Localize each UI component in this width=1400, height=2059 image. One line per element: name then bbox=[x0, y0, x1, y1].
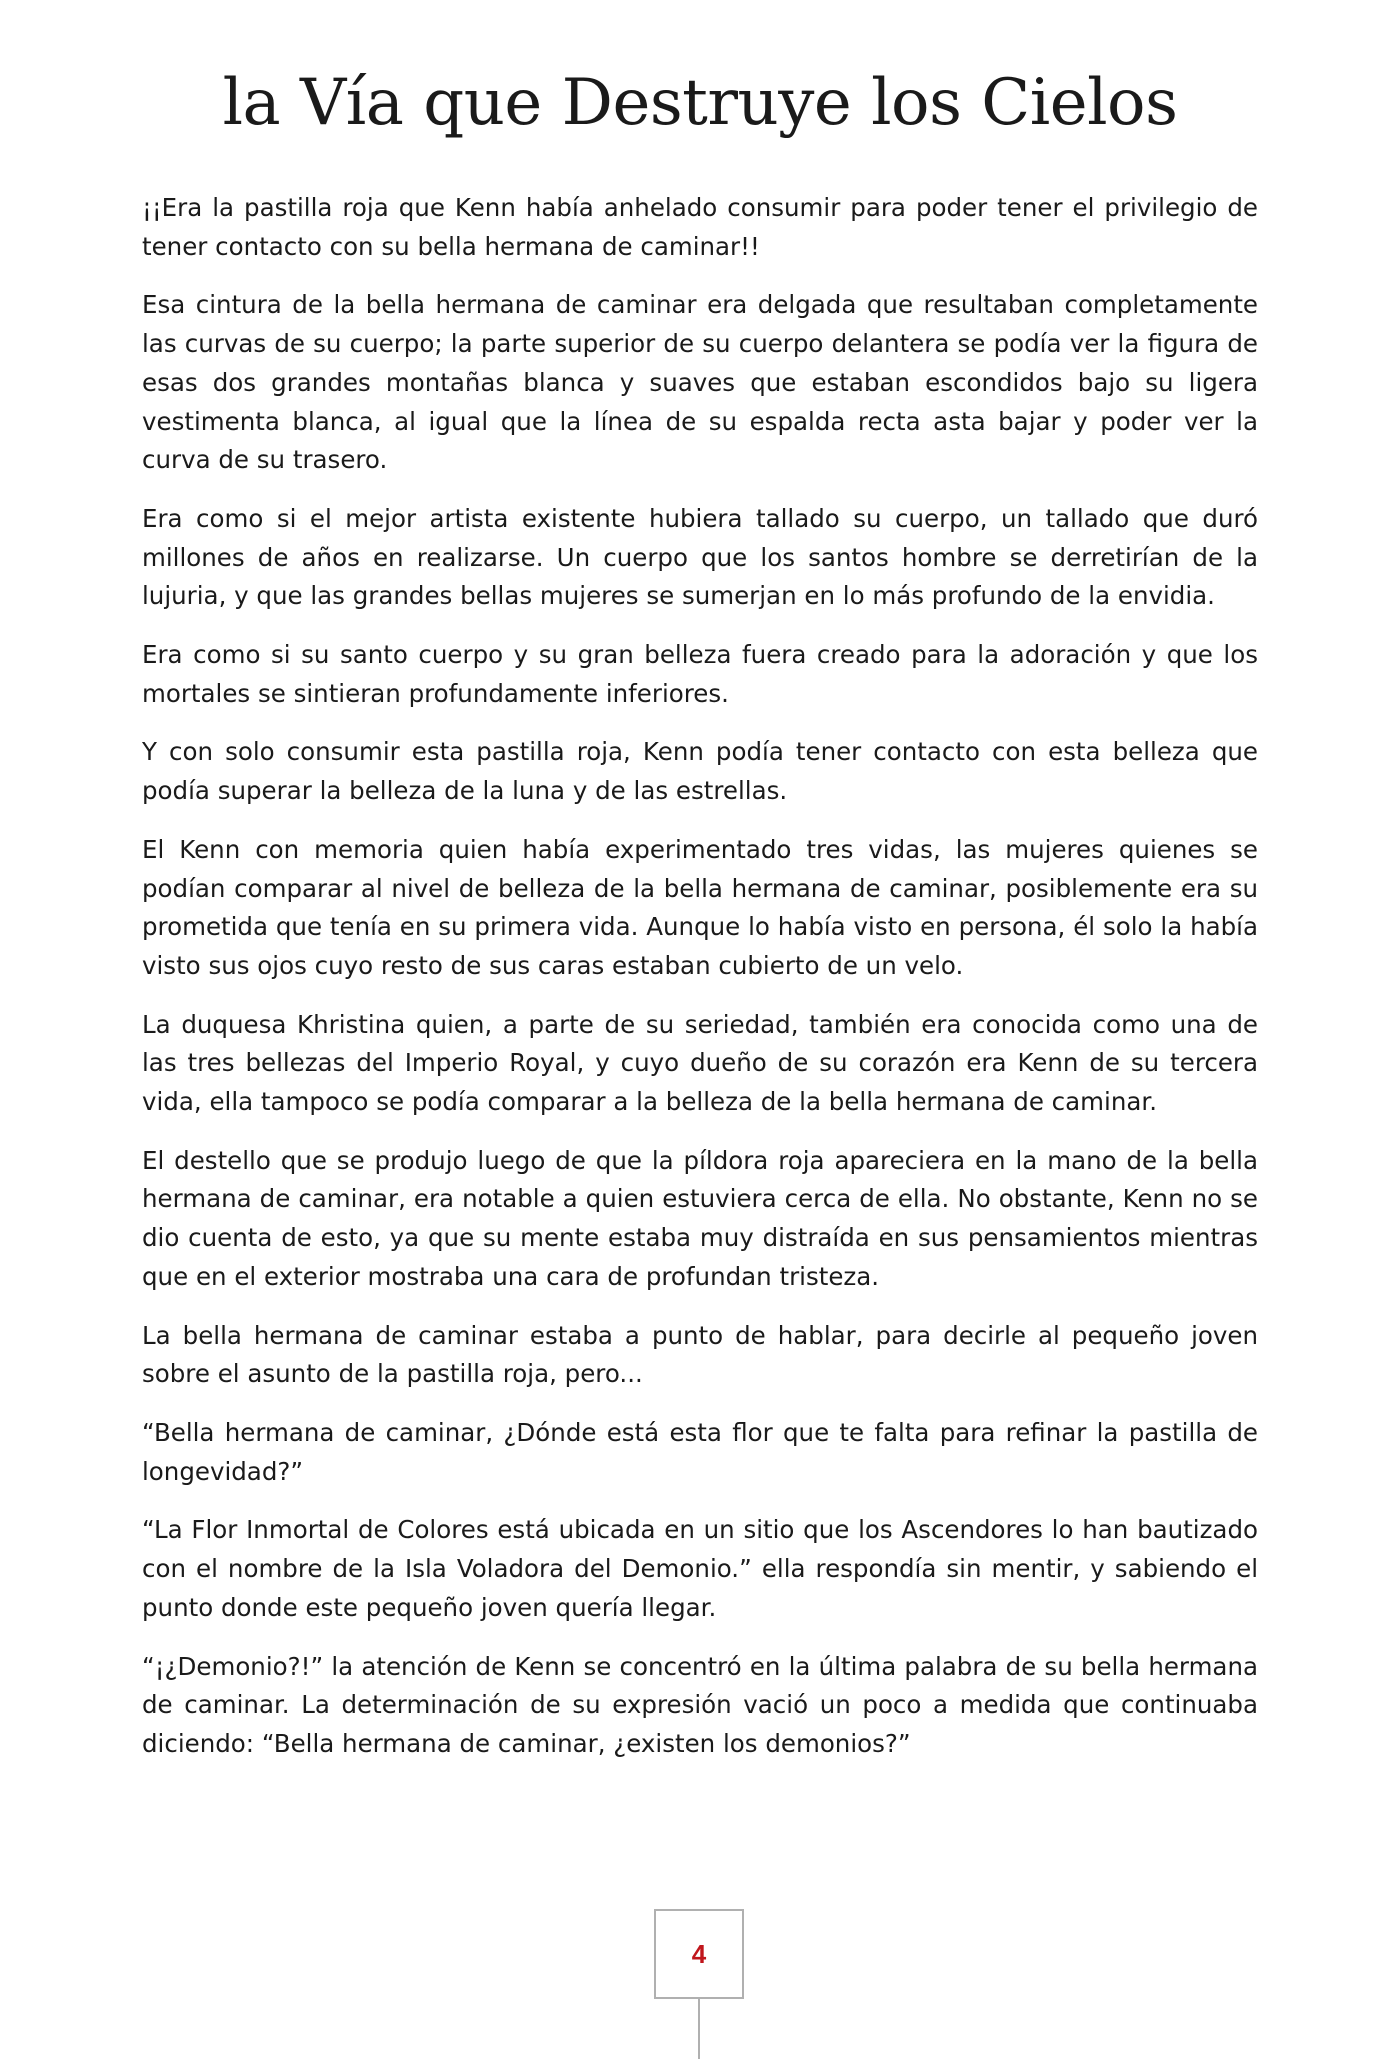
paragraph: La duquesa Khristina quien, a parte de su seriedad, también era conocida como una de las tres bellezas del Imperio Royal, y cuyo dueño de su corazón era Kenn de su tercera vida, ella tampoco se podía comparar a la belleza de la bella hermana de caminar. bbox=[142, 1009, 1258, 1117]
paragraph: Y con solo consumir esta pastilla roja, Kenn podía tener contacto con esta belleza que podía superar la belleza de la luna y de las estrellas. bbox=[142, 737, 1258, 806]
paragraph: ¡¡Era la pastilla roja que Kenn había anhelado consumir para poder tener el privilegio de tener contacto con su bella hermana de caminar!! bbox=[142, 193, 1258, 261]
paragraph: La bella hermana de caminar estaba a punto de hablar, para decirle al pequeño joven sobre el asunto de la pastilla roja, pero... bbox=[142, 1320, 1258, 1389]
paragraph: “Bella hermana de caminar, ¿Dónde está esta flor que te falta para refinar la pastilla de longevidad?” bbox=[142, 1417, 1258, 1486]
paragraph: El destello que se produjo luego de que la píldora roja apareciera en la mano de la bella hermana de caminar, era notable a quien estuviera cerca de ella. No obstante, Kenn no se dio cuenta de esto, ya que su mente estaba muy distraída en sus pensamientos mientras que en el exterior mostraba una cara de profundan tristeza. bbox=[142, 1145, 1258, 1291]
paragraph: Esa cintura de la bella hermana de caminar era delgada que resultaban completamente las curvas de su cuerpo; la parte superior de su cuerpo delantera se podía ver la figura de esas dos grandes montañas blanca y suaves que estaban escondidos bajo su ligera vestimenta blanca, al igual que la línea de su espalda recta asta bajar y poder ver la curva de su trasero. bbox=[142, 290, 1258, 475]
paragraph: Era como si el mejor artista existente hubiera tallado su cuerpo, un tallado que duró millones de años en realizarse. Un cuerpo que los santos hombre se derretirían de la lujuria, y que las grandes bellas mujeres se sumerjan en lo más profundo de la envidia. bbox=[142, 503, 1258, 611]
page-title: la Vía que Destruye los Cielos bbox=[222, 66, 1178, 140]
body-text bbox=[142, 189, 1258, 1784]
paragraph: “La Flor Inmortal de Colores está ubicada en un sitio que los Ascendores lo han bautizado con el nombre de la Isla Voladora del Demonio.” ella respondía sin mentir, y sabiendo el punto donde este pequeño joven quería llegar. bbox=[142, 1515, 1258, 1622]
page-number-divider bbox=[698, 1999, 700, 2059]
page-number-box bbox=[654, 1909, 744, 1999]
paragraph: El Kenn con memoria quien había experimentado tres vidas, las mujeres quienes se podían comparar al nivel de belleza de la bella hermana de caminar, posiblemente era su prometida que tenía en su primera vida. Aunque lo había visto en persona, él solo la había visto sus ojos cuyo resto de sus caras estaban cubierto de un velo. bbox=[142, 834, 1258, 980]
paragraph: Era como si su santo cuerpo y su gran belleza fuera creado para la adoración y que los mortales se sintieran profundamente inferiores. bbox=[142, 640, 1258, 708]
page-number: 4 bbox=[691, 1938, 707, 1969]
paragraph: “¡¿Demonio?!” la atención de Kenn se concentró en la última palabra de su bella hermana de caminar. La determinación de su expresión vació un poco a medida que continuaba diciendo: “Bella hermana de caminar, ¿existen los demonios?” bbox=[142, 1651, 1258, 1758]
